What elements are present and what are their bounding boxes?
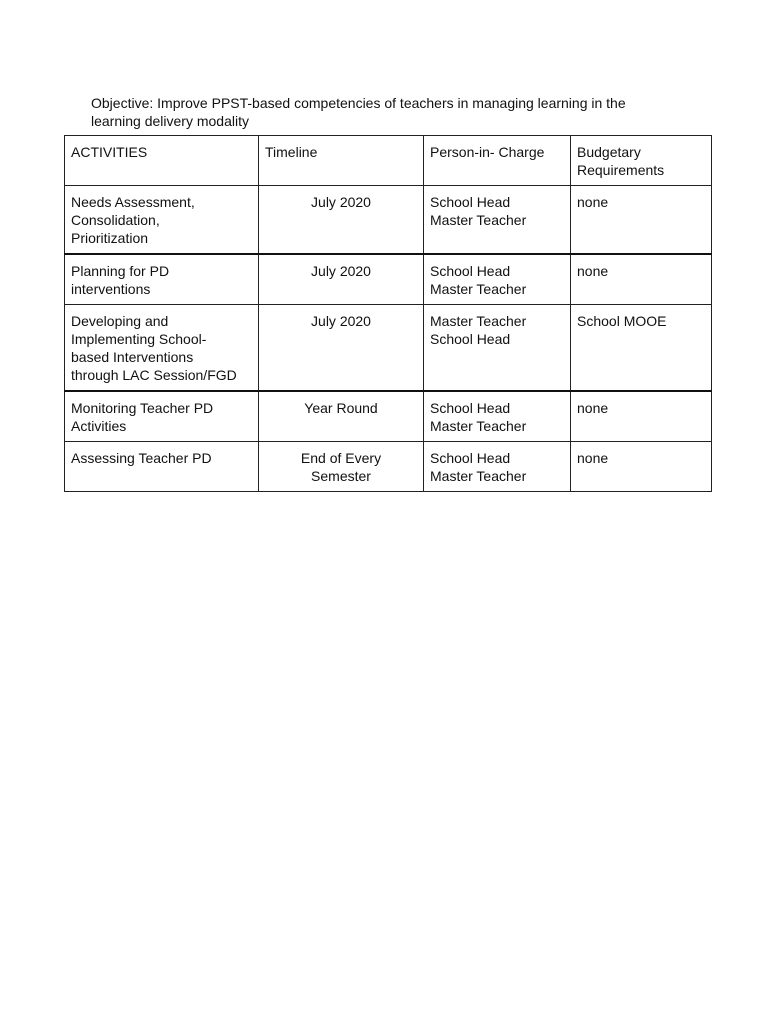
timeline-cell: Year Round	[259, 391, 424, 442]
table-header-row	[65, 136, 712, 186]
table-row	[65, 305, 712, 392]
person-in-charge-cell: Master Teacher School Head	[424, 305, 571, 392]
budget-cell: School MOOE	[571, 305, 712, 392]
person-in-charge-cell: School Head Master Teacher	[424, 254, 571, 305]
budget-cell: none	[571, 186, 712, 255]
table-row	[65, 391, 712, 442]
header-activities: ACTIVITIES	[65, 136, 259, 186]
activity-cell: Developing and Implementing School- based Interventions through LAC Session/FGD	[65, 305, 259, 392]
table-row	[65, 254, 712, 305]
budget-cell: none	[571, 442, 712, 492]
activity-cell: Assessing Teacher PD	[65, 442, 259, 492]
activity-cell: Needs Assessment, Consolidation, Prioritization	[65, 186, 259, 255]
header-timeline: Timeline	[259, 136, 424, 186]
activity-plan-table	[64, 135, 712, 492]
activity-cell: Planning for PD interventions	[65, 254, 259, 305]
budget-cell: none	[571, 254, 712, 305]
timeline-cell: July 2020	[259, 305, 424, 392]
timeline-cell: July 2020	[259, 254, 424, 305]
person-in-charge-cell: School Head Master Teacher	[424, 442, 571, 492]
table-row	[65, 442, 712, 492]
budget-cell: none	[571, 391, 712, 442]
timeline-cell: End of Every Semester	[259, 442, 424, 492]
table-row	[65, 186, 712, 255]
header-person-in-charge: Person-in- Charge	[424, 136, 571, 186]
activity-cell: Monitoring Teacher PD Activities	[65, 391, 259, 442]
person-in-charge-cell: School Head Master Teacher	[424, 186, 571, 255]
objective-text: Objective: Improve PPST-based competencies of teachers in managing learning in the learning delivery modality	[91, 95, 626, 129]
header-budgetary-requirements: Budgetary Requirements	[571, 136, 712, 186]
person-in-charge-cell: School Head Master Teacher	[424, 391, 571, 442]
timeline-cell: July 2020	[259, 186, 424, 255]
